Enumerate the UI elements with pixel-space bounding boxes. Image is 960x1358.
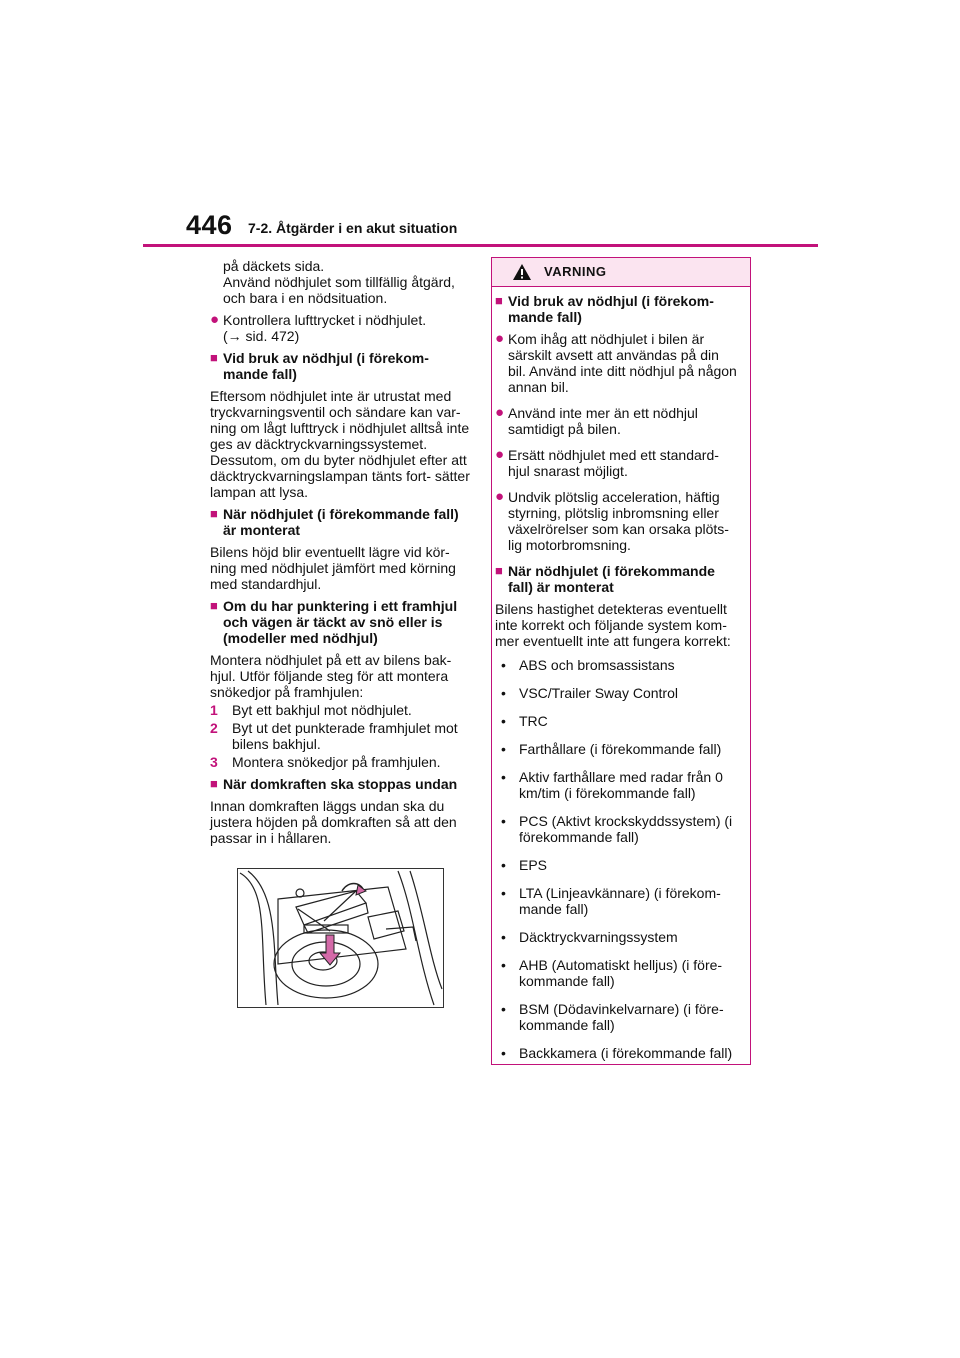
jack-storage-illustration <box>237 868 444 1008</box>
bullet-circle-icon: ● <box>495 446 505 463</box>
square-bullet-icon: ■ <box>495 563 503 578</box>
section-title: 7-2. Åtgärder i en akut situation <box>248 220 458 236</box>
bullet-text: Ersätt nödhjulet med ett standard- hjul snarast möjligt. <box>508 447 719 479</box>
subheading-text: Vid bruk av nödhjul (i förekom- mande fall) <box>508 293 714 325</box>
system-name: ABS och bromsassistans <box>519 657 675 673</box>
paragraph: Innan domkraften läggs undan ska du justera höjden på domkraften så att den passar in i hållaren. <box>210 798 457 846</box>
paragraph: Eftersom nödhjulet inte är utrustat med tryckvarningsventil och sändare kan var- ning om lågt lufttryck i nödhjulet alltså inte ges av däcktryckvarningssystemet. Dessutom, om du byter nödhjulet efter att däcktryckvarningslampan tänts fort- sätter lampan att lysa. <box>210 388 470 500</box>
subheading <box>210 776 472 792</box>
system-name: Farthållare (i förekommande fall) <box>519 741 722 757</box>
paragraph: Bilens hastighet detekteras eventuellt inte korrekt och följande system kom- mer eventuellt inte att fungera korrekt: <box>495 601 731 649</box>
system-name: LTA (Linjeavkännare) (i förekom- mande fall) <box>519 885 721 917</box>
list-item: • Aktiv farthållare med radar från 0 km/tim (i förekommande fall) <box>495 769 740 801</box>
bullet-circle-icon: ● <box>210 311 220 328</box>
subheading <box>495 563 740 595</box>
step-number: 2 <box>210 720 218 736</box>
subheading <box>495 293 740 325</box>
subheading <box>210 506 472 538</box>
bullet-text: Använd inte mer än ett nödhjul samtidigt på bilen. <box>508 405 698 437</box>
step-number: 1 <box>210 702 218 718</box>
subheading-text: När nödhjulet (i förekommande fall) är monterat <box>508 563 715 595</box>
list-item: • VSC/Trailer Sway Control <box>501 685 678 701</box>
header-rule <box>143 244 818 247</box>
square-bullet-icon: ■ <box>495 293 503 308</box>
step-text: Montera snökedjor på framhjulen. <box>232 754 441 770</box>
square-bullet-icon: ■ <box>210 776 218 791</box>
warning-header <box>492 258 750 287</box>
paragraph: på däckets sida. <box>223 258 325 274</box>
list-item: • Farthållare (i förekommande fall) <box>501 741 722 757</box>
step-text: Byt ut det punkterade framhjulet mot bilens bakhjul. <box>232 720 458 752</box>
page-number: 446 <box>186 210 233 240</box>
bullet-text: Undvik plötslig acceleration, häftig styrning, plötslig inbromsning eller växelrörelser som kan orsaka plöts- lig motorbromsning. <box>508 489 729 553</box>
system-name: Aktiv farthållare med radar från 0 km/tim (i förekommande fall) <box>519 769 723 801</box>
subheading-text: Om du har punktering i ett framhjul och vägen är täckt av snö eller is (modeller med nödhjul) <box>223 598 458 646</box>
system-name: EPS <box>519 857 548 873</box>
step-text: Byt ett bakhjul mot nödhjulet. <box>232 702 412 718</box>
list-item: • PCS (Aktivt krockskyddssystem) (i förekommande fall) <box>495 813 740 845</box>
bullet-circle-icon: ● <box>495 330 505 347</box>
step-item <box>210 702 472 718</box>
subheading-text: Vid bruk av nödhjul (i förekom- mande fall) <box>223 350 429 382</box>
square-bullet-icon: ■ <box>210 350 218 365</box>
square-bullet-icon: ■ <box>210 598 218 613</box>
subheading-text: När domkraften ska stoppas undan <box>223 776 458 792</box>
warning-box <box>491 257 751 1065</box>
list-item: • LTA (Linjeavkännare) (i förekom- mande fall) <box>495 885 740 917</box>
list-item <box>495 405 740 437</box>
system-name: Däcktryckvarningssystem <box>519 929 678 945</box>
subheading-text: När nödhjulet (i förekommande fall) är monterat <box>223 506 459 538</box>
system-name: BSM (Dödavinkelvarnare) (i före- kommande fall) <box>519 1001 724 1033</box>
page-header <box>0 0 960 250</box>
bullet-circle-icon: ● <box>495 404 505 421</box>
list-item: • Däcktryckvarningssystem <box>501 929 678 945</box>
step-number: 3 <box>210 754 218 770</box>
list-item: • Backkamera (i förekommande fall) <box>501 1045 733 1061</box>
system-name: TRC <box>519 713 548 729</box>
list-item: • TRC <box>501 713 548 729</box>
system-name: Backkamera (i förekommande fall) <box>519 1045 733 1061</box>
bullet-text: Kontrollera lufttrycket i nödhjulet. <box>223 312 427 328</box>
subheading <box>210 598 472 646</box>
subheading <box>210 350 472 382</box>
warning-triangle-icon <box>512 263 532 286</box>
step-item <box>210 720 472 752</box>
list-item <box>495 447 740 479</box>
list-item: • ABS och bromsassistans <box>501 657 675 673</box>
bullet-circle-icon: ● <box>495 488 505 505</box>
list-item: • EPS <box>501 857 548 873</box>
bullet-text: Kom ihåg att nödhjulet i bilen är särskilt avsett att användas på din bil. Använd inte ditt nödhjul på någon annan bil. <box>508 331 737 395</box>
system-name: AHB (Automatiskt helljus) (i före- kommande fall) <box>519 957 723 989</box>
warning-title: VARNING <box>544 264 607 279</box>
square-bullet-icon: ■ <box>210 506 218 521</box>
paragraph: Bilens höjd blir eventuellt lägre vid kör- ning med nödhjulet jämfört med körning med standardhjul. <box>210 544 456 592</box>
list-item: • BSM (Dödavinkelvarnare) (i före- kommande fall) <box>495 1001 740 1033</box>
list-item <box>495 331 740 395</box>
step-item <box>210 754 472 770</box>
system-name: PCS (Aktivt krockskyddssystem) (i förekommande fall) <box>519 813 733 845</box>
page-reference-link[interactable]: (→ sid. 472) <box>223 328 300 344</box>
system-name: VSC/Trailer Sway Control <box>519 685 678 701</box>
warning-body <box>492 287 750 1061</box>
paragraph: Montera nödhjulet på ett av bilens bak- hjul. Utför följande steg för att montera snökedjor på framhjulen: <box>210 652 452 700</box>
list-item <box>210 312 472 344</box>
list-item: • AHB (Automatiskt helljus) (i före- kommande fall) <box>495 957 740 989</box>
trunk-jack-drawing <box>238 869 443 1007</box>
list-item <box>495 489 740 553</box>
left-column <box>210 258 472 852</box>
paragraph: Använd nödhjulet som tillfällig åtgärd, och bara i en nödsituation. <box>223 274 455 306</box>
